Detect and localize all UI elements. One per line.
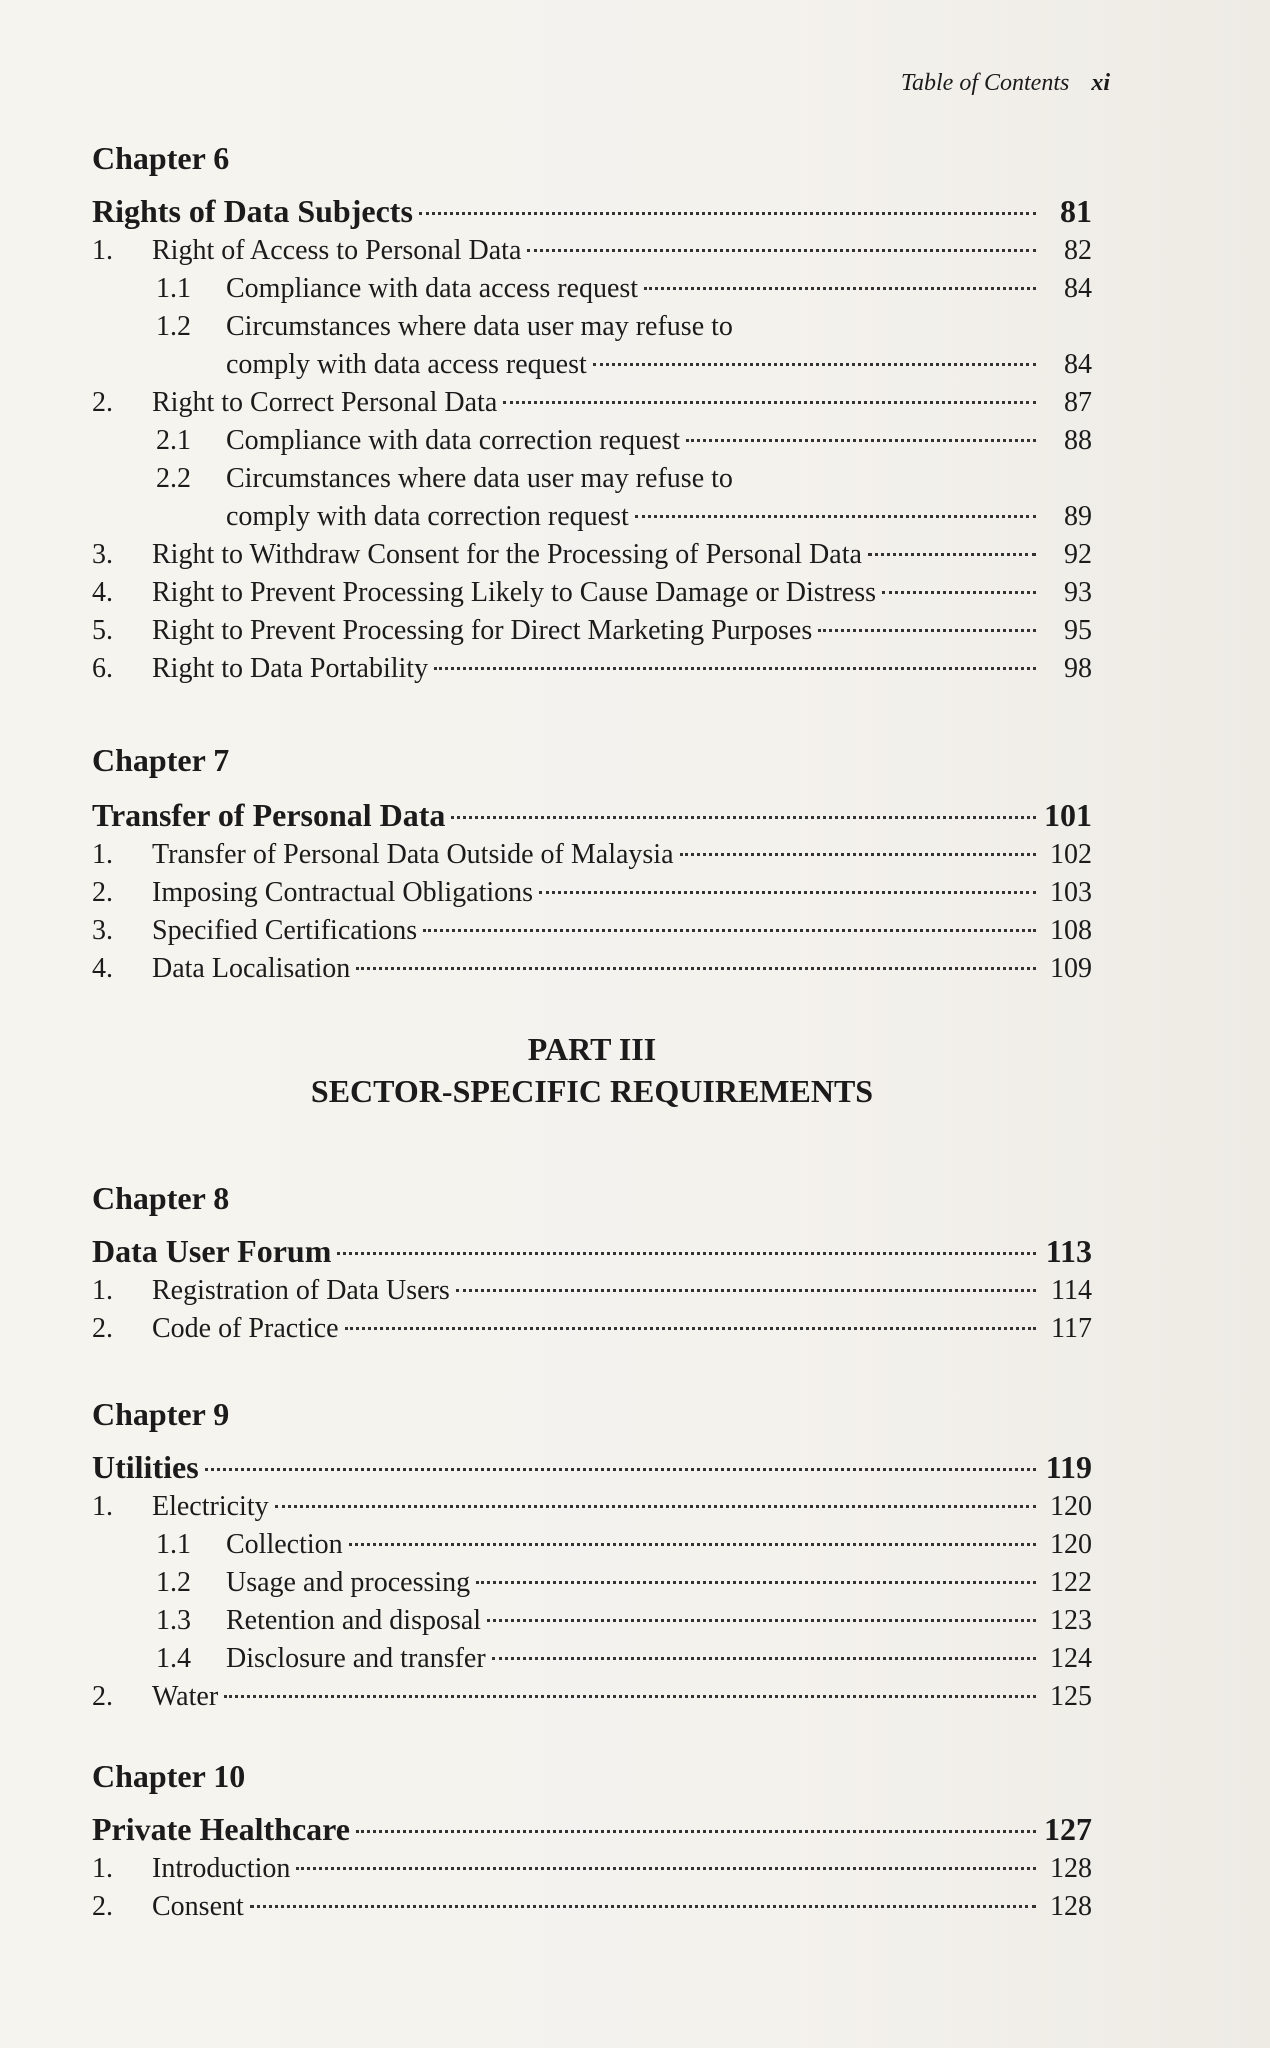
entry-text: comply with data access request <box>226 349 587 380</box>
toc-entry[interactable] <box>92 836 1092 874</box>
dot-leader <box>356 967 1036 970</box>
entry-text: Compliance with data correction request <box>226 425 681 456</box>
dot-leader <box>487 1619 1036 1622</box>
dot-leader <box>492 1657 1036 1660</box>
chapter-title: Private Healthcare <box>92 1811 350 1847</box>
page-number: 117 <box>1051 1313 1092 1344</box>
dot-leader <box>434 667 1036 670</box>
toc-entry[interactable] <box>92 1272 1092 1310</box>
entry-number: 1.1 <box>156 273 191 304</box>
entry-text: Circumstances where data user may refuse to <box>226 311 733 342</box>
entry-number: 1.2 <box>156 1567 191 1598</box>
chapter-label: Chapter 9 <box>92 1396 230 1432</box>
part-title: SECTOR-SPECIFIC REQUIREMENTS <box>310 1073 874 1109</box>
entry-number: 6. <box>92 653 113 684</box>
entry-text: Introduction <box>152 1853 291 1884</box>
chapter-6 <box>92 138 1092 688</box>
page-number: 89 <box>1064 501 1092 532</box>
page-number: 122 <box>1050 1567 1092 1598</box>
page-number: 103 <box>1050 877 1092 908</box>
entry-number: 1.4 <box>156 1643 191 1674</box>
chapter-label: Chapter 7 <box>92 742 230 778</box>
chapter-title-row[interactable] <box>92 794 1092 836</box>
dot-leader <box>250 1905 1036 1908</box>
entry-text: Disclosure and transfer <box>226 1643 486 1674</box>
dot-leader <box>224 1695 1036 1698</box>
entry-number: 2.1 <box>156 425 191 456</box>
page-number: 84 <box>1064 273 1092 304</box>
chapter-9 <box>92 1394 1092 1716</box>
page-number: 98 <box>1064 653 1092 684</box>
dot-leader <box>356 1830 1036 1833</box>
dot-leader <box>503 401 1036 404</box>
page-number: 127 <box>1044 1811 1092 1847</box>
dot-leader <box>349 1543 1036 1546</box>
entry-text: Imposing Contractual Obligations <box>152 877 534 908</box>
toc-entry[interactable] <box>92 1310 1092 1348</box>
dot-leader <box>593 363 1036 366</box>
page-number: 84 <box>1064 349 1092 380</box>
toc-entry[interactable] <box>92 384 1092 422</box>
running-head-title: Table of Contents <box>900 70 1070 96</box>
entry-text: Right to Data Portability <box>152 653 429 684</box>
dot-leader <box>423 929 1036 932</box>
entry-number: 4. <box>92 577 113 608</box>
running-head <box>850 70 1110 97</box>
entry-text: Compliance with data access request <box>226 273 639 304</box>
entry-text: Right to Withdraw Consent for the Processing of Personal Data <box>152 539 862 570</box>
toc-subentry[interactable] <box>92 1526 1092 1564</box>
chapter-title: Data User Forum <box>92 1233 332 1269</box>
entry-text: Transfer of Personal Data Outside of Malaysia <box>152 839 674 870</box>
chapter-label: Chapter 6 <box>92 140 230 176</box>
entry-number: 2. <box>92 1681 113 1712</box>
dot-leader <box>818 629 1036 632</box>
part-label: PART III <box>527 1031 657 1067</box>
entry-text: Right to Prevent Processing Likely to Cause Damage or Distress <box>152 577 876 608</box>
page-number: 119 <box>1045 1449 1092 1485</box>
entry-text: Water <box>152 1681 219 1712</box>
entry-text: Data Localisation <box>152 953 351 984</box>
toc-entry[interactable] <box>92 1850 1092 1888</box>
page-number: 102 <box>1050 839 1092 870</box>
chapter-label: Chapter 8 <box>92 1180 230 1216</box>
page-number: 101 <box>1044 797 1092 833</box>
entry-text: Usage and processing <box>226 1567 471 1598</box>
page-number-roman: xi <box>1091 70 1110 96</box>
entry-number: 1. <box>92 235 113 266</box>
page-number: 95 <box>1064 615 1092 646</box>
entry-number: 1.1 <box>156 1529 191 1560</box>
toc-subentry[interactable] <box>92 422 1092 460</box>
entry-number: 2. <box>92 877 113 908</box>
part-heading <box>92 1028 1092 1112</box>
dot-leader <box>680 853 1036 856</box>
page-number: 113 <box>1045 1233 1092 1269</box>
entry-text: Specified Certifications <box>152 915 418 946</box>
entry-text: Consent <box>152 1891 244 1922</box>
entry-text: Collection <box>226 1529 343 1560</box>
toc-subentry[interactable] <box>92 1564 1092 1602</box>
chapter-title: Rights of Data Subjects <box>92 193 413 229</box>
dot-leader <box>635 515 1036 518</box>
toc-entry[interactable] <box>92 912 1092 950</box>
dot-leader <box>882 591 1036 594</box>
dot-leader <box>476 1581 1036 1584</box>
toc-subentry-continuation[interactable] <box>92 346 1092 384</box>
page-number: 128 <box>1050 1853 1092 1884</box>
dot-leader <box>868 553 1036 556</box>
toc-subentry[interactable] <box>92 1602 1092 1640</box>
toc-subentry[interactable] <box>92 1640 1092 1678</box>
dot-leader <box>345 1327 1036 1330</box>
toc-subentry[interactable] <box>92 460 1092 498</box>
toc-subentry[interactable] <box>92 270 1092 308</box>
toc-subentry-continuation[interactable] <box>92 498 1092 536</box>
page-number: 114 <box>1051 1275 1092 1306</box>
entry-number: 1.3 <box>156 1605 191 1636</box>
page-number: 88 <box>1064 425 1092 456</box>
chapter-8 <box>92 1178 1092 1348</box>
toc-entry[interactable] <box>92 1678 1092 1716</box>
dot-leader <box>451 816 1036 819</box>
page-number: 125 <box>1050 1681 1092 1712</box>
entry-number: 2. <box>92 1891 113 1922</box>
dot-leader <box>539 891 1036 894</box>
page-number: 109 <box>1050 953 1092 984</box>
entry-number: 1. <box>92 839 113 870</box>
entry-number: 1. <box>92 1275 113 1306</box>
chapter-title: Utilities <box>92 1449 199 1485</box>
chapter-title-row[interactable] <box>92 190 1092 232</box>
page-number: 92 <box>1064 539 1092 570</box>
entry-number: 2.2 <box>156 463 191 494</box>
entry-number: 2. <box>92 1313 113 1344</box>
entry-number: 2. <box>92 387 113 418</box>
dot-leader <box>686 439 1036 442</box>
toc-entry[interactable] <box>92 536 1092 574</box>
entry-number: 1. <box>92 1853 113 1884</box>
chapter-title-row[interactable] <box>92 1808 1092 1850</box>
chapter-7 <box>92 740 1092 988</box>
toc-entry[interactable] <box>92 612 1092 650</box>
toc-subentry[interactable] <box>92 308 1092 346</box>
entry-number: 1.2 <box>156 311 191 342</box>
entry-number: 5. <box>92 615 113 646</box>
entry-text: Right of Access to Personal Data <box>152 235 522 266</box>
page-number: 82 <box>1064 235 1092 266</box>
page-number: 87 <box>1064 387 1092 418</box>
toc-entry[interactable] <box>92 232 1092 270</box>
dot-leader <box>296 1867 1036 1870</box>
entry-text: Right to Correct Personal Data <box>152 387 498 418</box>
entry-text: Electricity <box>152 1491 269 1522</box>
page-number: 128 <box>1050 1891 1092 1922</box>
chapter-label: Chapter 10 <box>92 1758 246 1794</box>
toc-entry[interactable] <box>92 1888 1092 1926</box>
entry-text: Registration of Data Users <box>152 1275 450 1306</box>
entry-text: Code of Practice <box>152 1313 339 1344</box>
page-number: 93 <box>1064 577 1092 608</box>
chapter-title-row[interactable] <box>92 1446 1092 1488</box>
dot-leader <box>527 249 1036 252</box>
dot-leader <box>456 1289 1036 1292</box>
page-number: 108 <box>1050 915 1092 946</box>
page-number: 81 <box>1060 193 1092 229</box>
page-number: 120 <box>1050 1491 1092 1522</box>
entry-number: 3. <box>92 915 113 946</box>
dot-leader <box>337 1252 1036 1255</box>
entry-number: 4. <box>92 953 113 984</box>
dot-leader <box>644 287 1036 290</box>
toc-entry[interactable] <box>92 650 1092 688</box>
entry-number: 3. <box>92 539 113 570</box>
page-number: 124 <box>1050 1643 1092 1674</box>
entry-number: 1. <box>92 1491 113 1522</box>
entry-text: Circumstances where data user may refuse to <box>226 463 733 494</box>
toc-entry[interactable] <box>92 950 1092 988</box>
chapter-title-row[interactable] <box>92 1230 1092 1272</box>
dot-leader <box>419 212 1036 215</box>
dot-leader <box>205 1468 1036 1471</box>
toc-entry[interactable] <box>92 874 1092 912</box>
chapter-10 <box>92 1756 1092 1926</box>
entry-text: Retention and disposal <box>226 1605 482 1636</box>
page-number: 120 <box>1050 1529 1092 1560</box>
toc-entry[interactable] <box>92 574 1092 612</box>
toc-entry[interactable] <box>92 1488 1092 1526</box>
entry-text: Right to Prevent Processing for Direct Marketing Purposes <box>152 615 813 646</box>
dot-leader <box>275 1505 1036 1508</box>
chapter-title: Transfer of Personal Data <box>92 797 446 833</box>
entry-text: comply with data correction request <box>226 501 629 532</box>
page-number: 123 <box>1050 1605 1092 1636</box>
